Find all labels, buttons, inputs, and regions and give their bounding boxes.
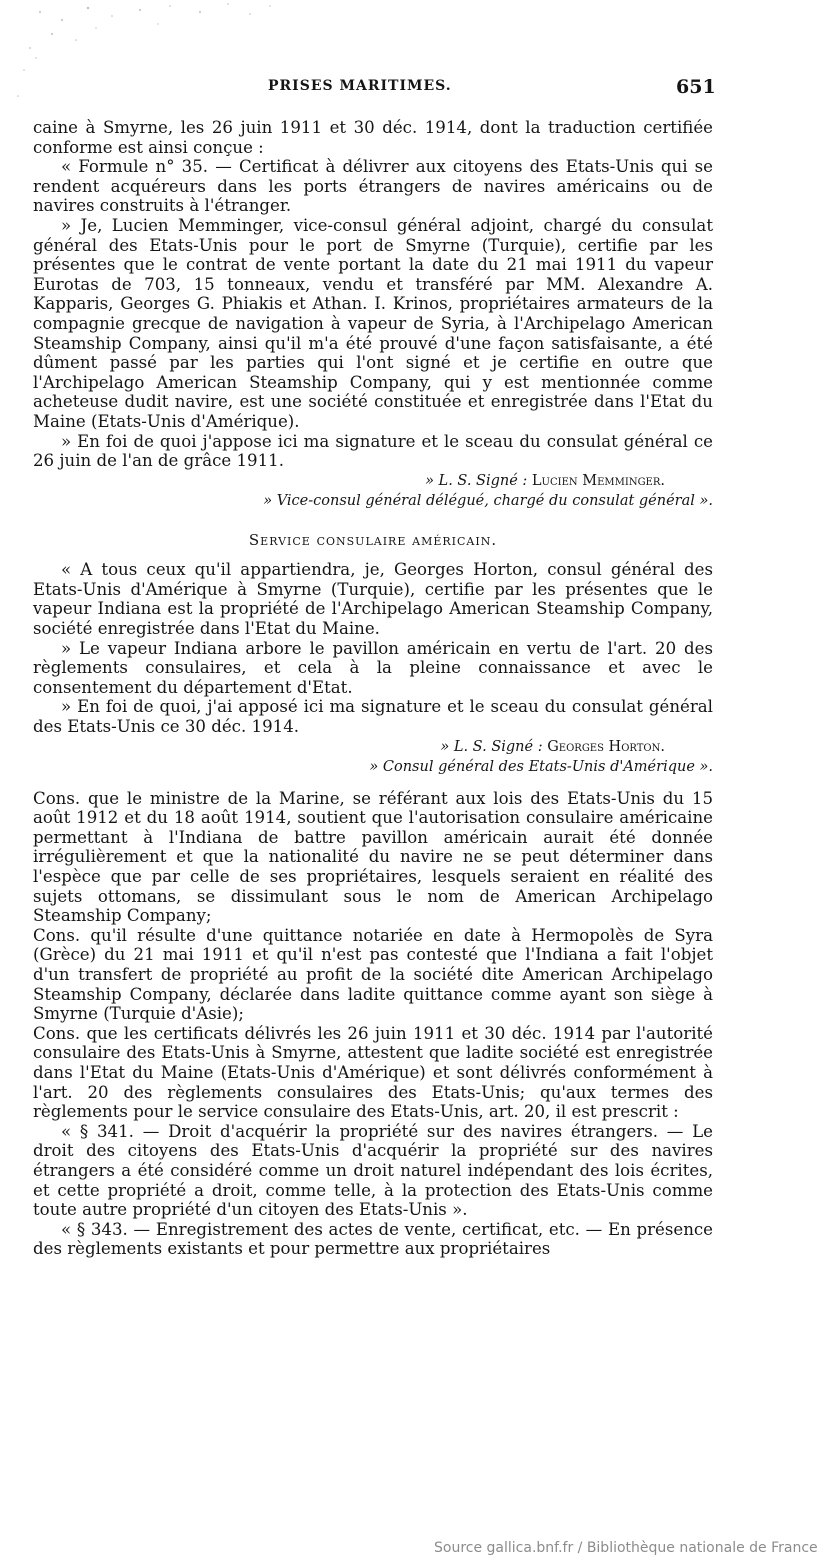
signature-prefix: » L. S. Signé : [440,738,548,755]
running-title: PRISES MARITIMES. [268,78,452,94]
paragraph: « § 343. — Enregistrement des actes de vente, certificat, etc. — En présence des règlements existants et pour permettre aux propriétaires [33,1219,713,1259]
paragraph: Cons. qu'il résulte d'une quittance notariée en date à Hermopolès de Syra (Grèce) du 21 mai 1911 et qu'il n'est pas contesté que l'Indiana a fait l'objet d'un transfert de propriété au profit de la société dite American Archipelago Steamship Company, déclarée dans ladite quittance comme ayant son siège à Smyrne (Turquie d'Asie); [33,925,713,1024]
source-attribution: Source gallica.bnf.fr / Bibliothèque nationale de France [434,1540,818,1556]
signatory-title: » Consul général des Etats-Unis d'Amérique ». [369,758,713,775]
paragraph: » Je, Lucien Memminger, vice-consul général adjoint, chargé du consulat général des Etats-Unis pour le port de Smyrne (Turquie), certifie par les présentes que le contrat de vente portant la date du 21 mai 1911 du vapeur Eurotas de 703, 15 tonneaux, vendu et transféré par MM. Alexandre A. Kapparis, Georges G. Phiakis et Athan. I. Krinos, propriétaires armateurs de la compagnie grecque de navigation à vapeur de Syria, à l'Archipelago American Steamship Company, ainsi qu'il m'a été prouvé d'une façon satisfaisante, a été dûment passé par les parties qui l'ont signé et je certifie en outre que l'Archipelago American Steamship Company, qui y est mentionnée comme acheteuse dudit navire, est une société constituée et enregistrée dans l'Etat du Maine (Etats-Unis d'Amérique). [33,215,713,431]
signatory-name: Lucien Memminger. [531,472,665,489]
paragraph: Cons. que les certificats délivrés les 26 juin 1911 et 30 déc. 1914 par l'autorité consulaire des Etats-Unis à Smyrne, attestent que ladite société est enregistrée dans l'Etat du Maine (Etats-Unis d'Amérique) et sont délivrés conformément à l'art. 20 des règlements consulaires des Etats-Unis; qu'aux termes des règlements pour le service consulaire des Etats-Unis, art. 20, il est prescrit : [33,1023,713,1122]
paragraph: » Le vapeur Indiana arbore le pavillon américain en vertu de l'art. 20 des règlements consulaires, et cela à la pleine connaissance et avec le consentement du département d'Etat. [33,638,713,697]
paragraph: Cons. que le ministre de la Marine, se référant aux lois des Etats-Unis du 15 août 1912 et du 18 août 1914, soutient que l'autorisation consulaire américaine permettant à l'Indiana de battre pavillon américain aurait été donnée irrégulièrement et que la nationalité du navire ne se peut déterminer dans l'espèce que par celle de ses propriétaires, lesquels seraient en réalité des sujets ottomans, se dissimulant sous le nom de American Archipelago Steamship Company; [33,788,713,926]
section-title: Service consulaire américain. [248,530,498,549]
signatory-name: Georges Horton. [547,738,665,755]
paragraph: « Formule n° 35. — Certificat à délivrer aux citoyens des Etats-Unis qui se rendent acquéreurs dans les ports étrangers de navires américains ou de navires construits à l'étranger. [33,157,713,216]
paragraph: » En foi de quoi, j'ai apposé ici ma signature et le sceau du consulat général des Etats-Unis ce 30 déc. 1914. [33,697,713,737]
signature-prefix: » L. S. Signé : [425,472,532,489]
signature-line [33,471,713,491]
paragraph: caine à Smyrne, les 26 juin 1911 et 30 déc. 1914, dont la traduction certifiée conforme est ainsi conçue : [33,118,713,157]
paragraph: « § 341. — Droit d'acquérir la propriété sur des navires étrangers. — Le droit des citoyens des Etats-Unis d'acquérir la propriété sur des navires étrangers a été considéré comme un droit naturel indépendant des lois écrites, et cette propriété a droit, comme telle, à la protection des Etats-Unis comme toute autre propriété d'un citoyen des Etats-Unis ». [33,1121,713,1220]
signatory-title: » Vice-consul général délégué, chargé du consulat général ». [263,492,713,509]
page-header [0,78,826,102]
body-text [33,118,713,1259]
paragraph: » En foi de quoi j'appose ici ma signature et le sceau du consulat général ce 26 juin de l'an de grâce 1911. [33,431,713,471]
paragraph: « A tous ceux qu'il appartiendra, je, Georges Horton, consul général des Etats-Unis d'Amérique à Smyrne (Turquie), certifie par les présentes que le vapeur Indiana est la propriété de l'Archipelago American Steamship Company, société enregistrée dans l'Etat du Maine. [33,560,713,639]
page-number: 651 [676,76,716,98]
signature-line [33,737,713,757]
